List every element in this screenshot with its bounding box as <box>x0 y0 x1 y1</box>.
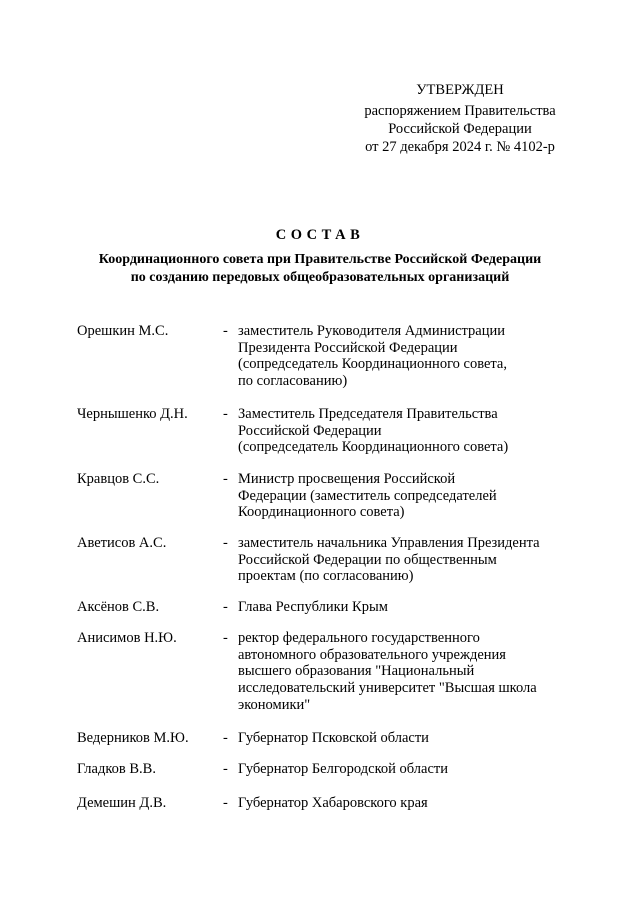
role-line: Российской Федерации по общественным <box>238 551 497 568</box>
member-name: Кравцов С.С. <box>77 471 160 487</box>
role-line: Губернатор Белгородской области <box>238 761 448 777</box>
member-role <box>238 599 578 616</box>
role-line: Министр просвещения Российской <box>238 471 456 487</box>
role-line: Президента Российской Федерации <box>238 339 458 356</box>
role-line: Глава Республики Крым <box>238 599 388 615</box>
role-line: исследовательский университет "Высшая школа <box>238 680 537 697</box>
role-line: заместитель начальника Управления Президента <box>238 535 540 551</box>
role-line: (сопредседатель Координационного совета, <box>238 356 507 373</box>
member-name: Аксёнов С.В. <box>77 599 160 615</box>
role-line: автономного образовательного учреждения <box>238 646 506 663</box>
member-dash: - <box>223 730 228 746</box>
role-line: Заместитель Председателя Правительства <box>238 406 498 422</box>
member-name: Гладков В.В. <box>77 761 156 777</box>
role-line: Губернатор Псковской области <box>238 730 429 746</box>
document-subtitle <box>60 251 580 287</box>
member-name: Анисимов Н.Ю. <box>77 630 177 646</box>
approval-block <box>340 81 580 156</box>
member-dash: - <box>223 535 228 551</box>
member-dash: - <box>223 630 228 646</box>
member-role <box>238 630 578 714</box>
member-role <box>238 761 578 778</box>
member-dash: - <box>223 471 228 487</box>
approval-line: Российской Федерации <box>388 121 532 137</box>
member-dash: - <box>223 406 228 422</box>
member-role <box>238 323 578 390</box>
member-role <box>238 730 578 747</box>
subtitle-line: по созданию передовых общеобразовательных организаций <box>130 270 510 285</box>
role-line: (сопредседатель Координационного совета) <box>238 439 509 456</box>
member-role <box>238 406 578 456</box>
role-line: Координационного совета) <box>238 504 405 521</box>
member-dash: - <box>223 795 228 811</box>
role-line: экономики" <box>238 696 311 713</box>
document-title: СОСТАВ <box>275 227 365 243</box>
role-line: Российской Федерации <box>238 422 382 439</box>
role-line: Губернатор Хабаровского края <box>238 795 428 811</box>
approval-heading: УТВЕРЖДЕН <box>416 82 504 98</box>
role-line: заместитель Руководителя Администрации <box>238 323 506 339</box>
member-name: Аветисов А.С. <box>77 535 167 551</box>
role-line: по согласованию) <box>238 373 348 390</box>
approval-line: распоряжением Правительства <box>364 103 556 119</box>
member-dash: - <box>223 761 228 777</box>
member-role <box>238 795 578 812</box>
member-name: Орешкин М.С. <box>77 323 169 339</box>
member-name: Чернышенко Д.Н. <box>77 406 188 422</box>
role-line: Федерации (заместитель сопредседателей <box>238 487 497 504</box>
member-role <box>238 535 578 585</box>
subtitle-line: Координационного совета при Правительстве Российской Федерации <box>98 252 542 267</box>
member-name: Демешин Д.В. <box>77 795 167 811</box>
role-line: высшего образования "Национальный <box>238 663 475 680</box>
member-role <box>238 471 578 521</box>
role-line: ректор федерального государственного <box>238 630 480 646</box>
member-dash: - <box>223 323 228 339</box>
member-dash: - <box>223 599 228 615</box>
member-name: Ведерников М.Ю. <box>77 730 189 746</box>
role-line: проектам (по согласованию) <box>238 568 414 585</box>
approval-line: от 27 декабря 2024 г. № 4102-р <box>365 139 555 155</box>
